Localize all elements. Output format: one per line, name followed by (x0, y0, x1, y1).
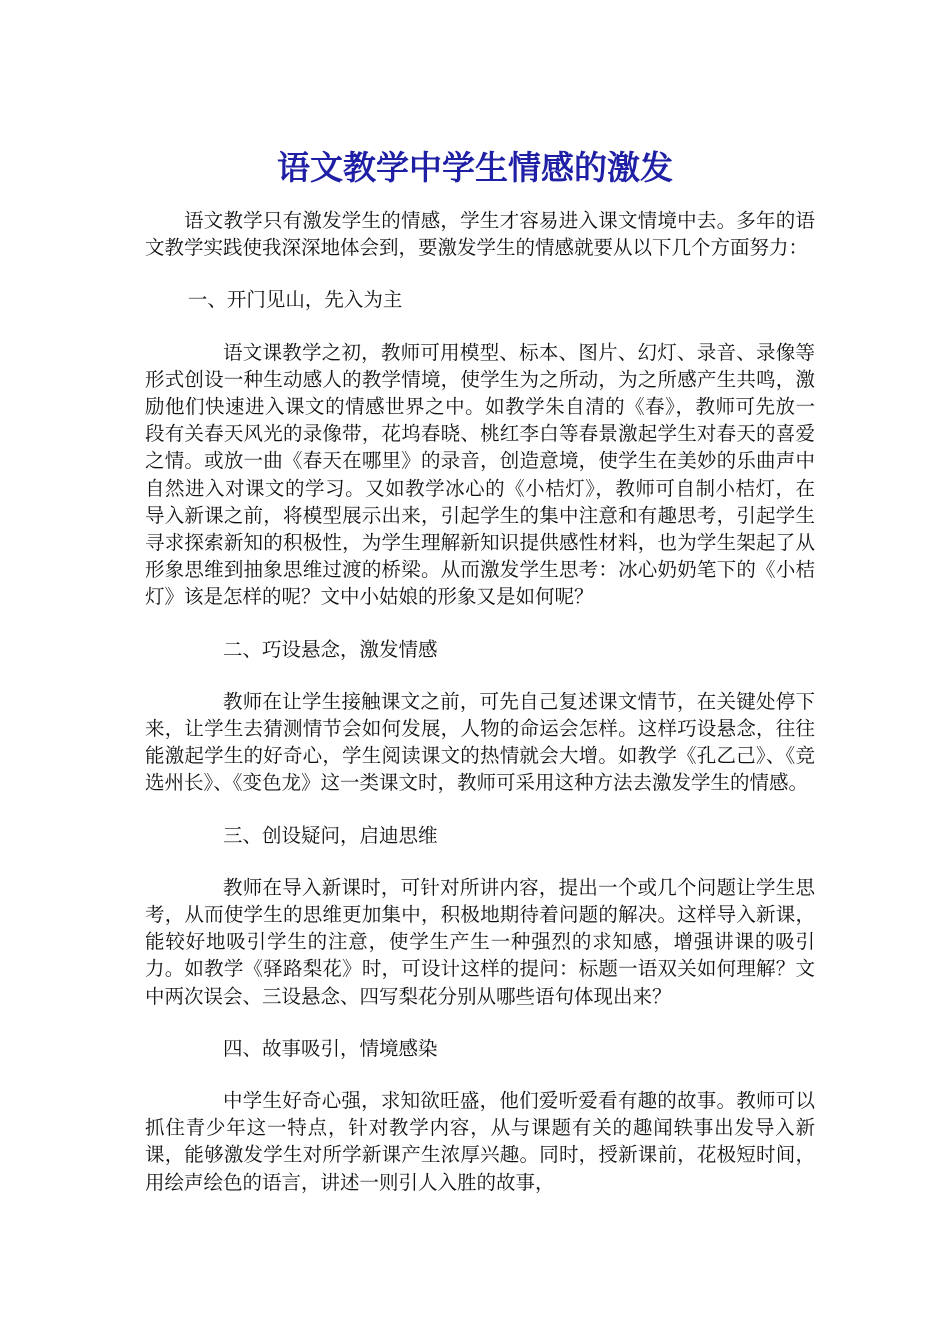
section-body-4: 中学生好奇心强，求知欲旺盛，他们爱听爱看有趣的故事。教师可以抓住青少年这一特点，针对教学内容，从与课题有关的趣闻轶事出发导入新课，能够激发学生对所学新课产生浓厚兴趣。同时，授新课前，花极短时间，用绘声绘色的语言，讲述一则引人入胜的故事， (145, 1089, 815, 1194)
section-body-3: 教师在导入新课时，可针对所讲内容，提出一个或几个问题让学生思考，从而使学生的思维更加集中，积极地期待着问题的解决。这样导入新课，能较好地吸引学生的注意，使学生产生一种强烈的求知感，增强讲课的吸引力。如教学《驿路梨花》时，可设计这样的提问：标题一语双关如何理解？文中两次误会、三设悬念、四写梨花分别从哪些语句体现出来？ (145, 875, 815, 1008)
section-heading-4: 四、故事吸引，情境感染 (223, 1036, 438, 1060)
section-heading-1: 一、开门见山，先入为主 (187, 288, 403, 312)
section-heading-2: 二、巧设悬念，激发情感 (223, 637, 438, 661)
document-body (145, 207, 815, 1196)
section-heading-3: 三、创设疑问，启迪思维 (223, 823, 438, 847)
section-body-1: 语文课教学之初，教师可用模型、标本、图片、幻灯、录音、录像等形式创设一种生动感人的教学情境，使学生为之所动，为之所感产生共鸣，激励他们快速进入课文的情感世界之中。如教学朱自清的《春》，教师可先放一段有关春天风光的录像带，花坞春晓、桃红李白等春景激起学生对春天的喜爱之情。或放一曲《春天在哪里》的录音，创造意境，使学生在美妙的乐曲声中自然进入对课文的学习。又如教学冰心的《小桔灯》，教师可自制小桔灯，在导入新课之前，将模型展示出来，引起学生的集中注意和有趣思考，引起学生寻求探索新知的积极性，为学生理解新知识提供感性材料，也为学生架起了从形象思维到抽象思维过渡的桥梁。从而激发学生思考：冰心奶奶笔下的《小桔灯》该是怎样的呢？文中小姑娘的形象又是如何呢？ (145, 340, 815, 609)
intro-paragraph: 语文教学只有激发学生的情感，学生才容易进入课文情境中去。多年的语文教学实践使我深深地体会到，要激发学生的情感就要从以下几个方面努力： (145, 209, 815, 260)
document-title: 语文教学中学生情感的激发 (277, 148, 673, 187)
section-body-2: 教师在让学生接触课文之前，可先自己复述课文情节，在关键处停下来，让学生去猜测情节会如何发展，人物的命运会怎样。这样巧设悬念，往往能激起学生的好奇心，学生阅读课文的热情就会大增。如教学《孔乙己》、《竞选州长》、《变色龙》这一类课文时，教师可采用这种方法去激发学生的情感。 (145, 689, 815, 795)
